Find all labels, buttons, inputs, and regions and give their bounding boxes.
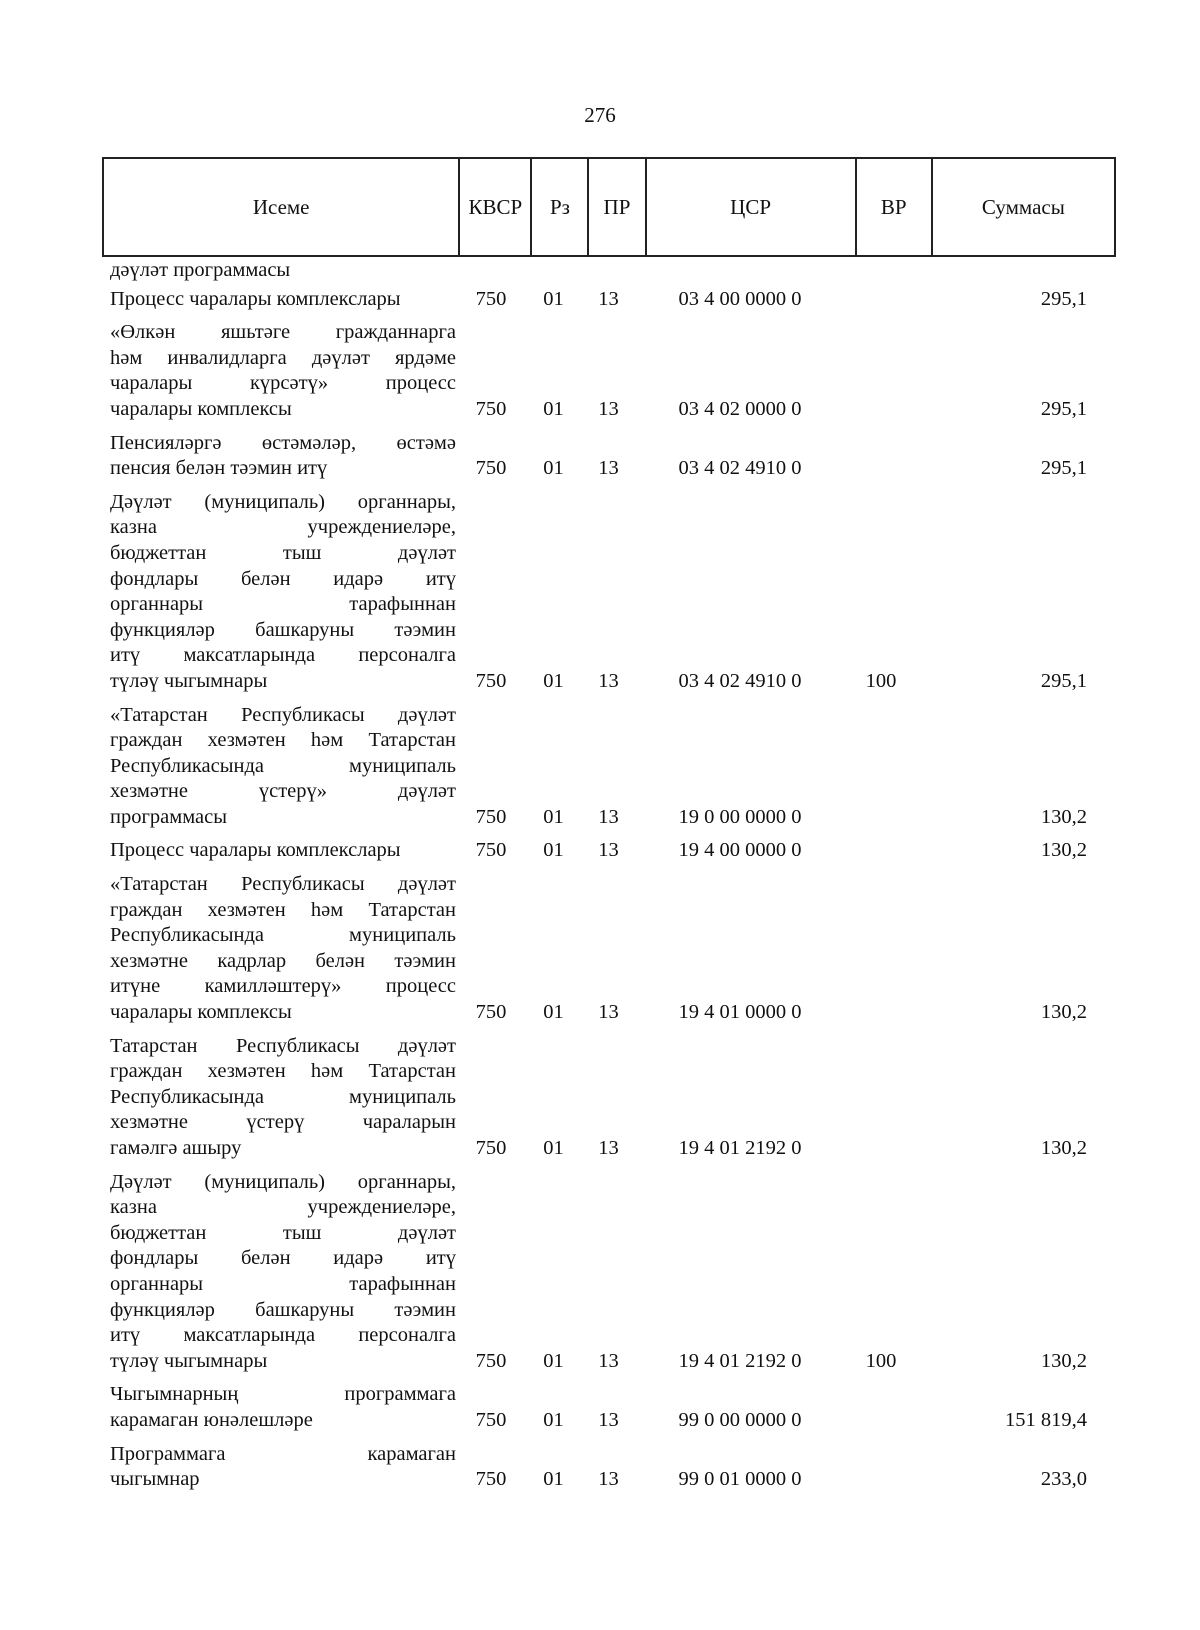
row-name-line: итүне камилләштерү» процесс — [110, 975, 456, 998]
row-pr: 13 — [598, 397, 619, 420]
row-name-line: органнары тарафыннан — [110, 1272, 456, 1295]
header-rz: Рз — [531, 158, 588, 256]
row-name — [102, 872, 456, 1026]
row-kvsr: 750 — [475, 287, 507, 310]
row-rz: 01 — [543, 457, 564, 480]
row-csr: 19 4 01 0000 0 — [678, 1001, 802, 1024]
row-kvsr: 750 — [475, 1349, 507, 1372]
row-csr: 99 0 01 0000 0 — [678, 1468, 802, 1491]
row-pr: 13 — [598, 839, 619, 862]
row-sum: 130,2 — [1040, 1001, 1087, 1024]
row-name-line: фондлары белән идарә итү — [110, 1247, 456, 1270]
header-pr: ПР — [588, 158, 645, 256]
row-name — [102, 1170, 456, 1375]
row-kvsr: 750 — [475, 1408, 507, 1431]
row-name-line: Процесс чаралары комплекслары — [110, 287, 401, 310]
row-pr: 13 — [598, 1408, 619, 1431]
header-sum: Суммасы — [932, 158, 1115, 256]
page-number: 276 — [584, 103, 616, 127]
row-rz: 01 — [543, 1349, 564, 1372]
row-sum: 130,2 — [1040, 1349, 1087, 1372]
table-row — [102, 838, 1116, 864]
row-rz: 01 — [543, 287, 564, 310]
row-name-line: граждан хезмәтен һәм Татарстан — [110, 729, 456, 752]
row-name-line: түләү чыгымнары — [110, 1349, 268, 1372]
header-name: Исеме — [103, 158, 459, 256]
row-rz: 01 — [543, 805, 564, 828]
row-name-line: хезмәтне үстерү чараларын — [110, 1111, 456, 1134]
header-csr: ЦСР — [646, 158, 856, 256]
row-csr: 19 4 00 0000 0 — [678, 839, 802, 862]
row-name-line: итү максатларында персоналга — [110, 1324, 456, 1347]
row-name-line: гамәлгә ашыру — [110, 1137, 242, 1159]
row-name-line: граждан хезмәтен һәм Татарстан — [110, 1060, 456, 1083]
row-name-line: «Татарстан Республикасы дәүләт — [110, 873, 456, 896]
header-kvsr: КВСР — [459, 158, 531, 256]
row-name-line: граждан хезмәтен һәм Татарстан — [110, 898, 456, 921]
row-name-line: чаралары комплексы — [110, 1001, 292, 1024]
row-name-line: фондлары белән идарә итү — [110, 567, 456, 590]
row-name — [102, 1382, 456, 1433]
row-rz: 01 — [543, 397, 564, 420]
row-kvsr: 750 — [475, 669, 507, 692]
table-row — [102, 320, 1116, 422]
row-kvsr: 750 — [475, 1468, 507, 1491]
row-sum: 130,2 — [1040, 805, 1087, 828]
table-row — [102, 287, 1116, 313]
row-csr: 19 4 01 2192 0 — [678, 1349, 802, 1372]
row-name-line: Республикасында муниципаль — [110, 1085, 456, 1108]
row-kvsr: 750 — [475, 839, 507, 862]
row-pr: 13 — [598, 1137, 619, 1159]
row-sum: 130,2 — [1040, 1137, 1087, 1159]
row-sum: 295,1 — [1040, 669, 1087, 692]
row-name-line: хезмәтне кадрлар белән тәэмин — [110, 949, 456, 972]
row-name-line: Дәүләт (муниципаль) органнары, — [110, 490, 456, 513]
row-csr: 03 4 02 0000 0 — [678, 397, 802, 420]
table-row — [102, 1382, 1116, 1433]
row-name — [102, 258, 456, 284]
budget-table-body — [102, 258, 1116, 1501]
row-name-line: органнары тарафыннан — [110, 593, 456, 616]
row-name — [102, 490, 456, 695]
row-name — [102, 703, 456, 831]
row-kvsr: 750 — [475, 457, 507, 480]
row-csr: 19 0 00 0000 0 — [678, 805, 802, 828]
row-name — [102, 1034, 456, 1162]
row-pr: 13 — [598, 457, 619, 480]
row-name-line: Республикасында муниципаль — [110, 754, 456, 777]
row-sum: 295,1 — [1040, 287, 1087, 310]
table-row — [102, 258, 1116, 284]
row-pr: 13 — [598, 1349, 619, 1372]
row-name-line: Пенсияләргә өстәмәләр, өстәмә — [110, 431, 456, 454]
table-row — [102, 1034, 1116, 1162]
row-rz: 01 — [543, 1408, 564, 1431]
table-row — [102, 1170, 1116, 1375]
row-name-line: Татарстан Республикасы дәүләт — [110, 1034, 456, 1057]
row-kvsr: 750 — [475, 1001, 507, 1024]
row-name-line: пенсия белән тәэмин итү — [110, 457, 328, 480]
row-rz: 01 — [543, 1137, 564, 1159]
table-row — [102, 431, 1116, 482]
row-sum: 130,2 — [1040, 839, 1087, 862]
row-name — [102, 838, 456, 864]
row-name — [102, 431, 456, 482]
row-name-line: Программага карамаган — [110, 1442, 456, 1465]
row-rz: 01 — [543, 1468, 564, 1491]
row-sum: 295,1 — [1040, 457, 1087, 480]
row-name-line: казна учреждениеләре, — [110, 516, 456, 539]
row-name-line: функцияләр башкаруны тәэмин — [110, 618, 456, 641]
row-name — [102, 320, 456, 422]
row-name-line: Республикасында муниципаль — [110, 924, 456, 947]
row-csr: 03 4 00 0000 0 — [678, 287, 802, 310]
header-vr: ВР — [856, 158, 932, 256]
row-name-line: хезмәтне үстерү» дәүләт — [110, 780, 456, 803]
row-name-line: бюджеттан тыш дәүләт — [110, 1221, 456, 1244]
row-pr: 13 — [598, 1001, 619, 1024]
row-vr: 100 — [865, 1349, 897, 1372]
row-csr: 03 4 02 4910 0 — [678, 457, 802, 480]
row-sum: 151 819,4 — [1005, 1408, 1087, 1431]
row-pr: 13 — [598, 1468, 619, 1491]
row-name-line: чаралары комплексы — [110, 397, 292, 420]
row-rz: 01 — [543, 669, 564, 692]
table-row — [102, 872, 1116, 1026]
row-kvsr: 750 — [475, 1137, 507, 1159]
row-rz: 01 — [543, 839, 564, 862]
table-header — [102, 157, 1116, 257]
table-row — [102, 490, 1116, 695]
row-rz: 01 — [543, 1001, 564, 1024]
row-name-line: «Өлкән яшьтәге гражданнарга — [110, 321, 456, 344]
row-sum: 233,0 — [1040, 1468, 1087, 1491]
row-name-line: һәм инвалидларга дәүләт ярдәме — [110, 346, 456, 369]
row-pr: 13 — [598, 669, 619, 692]
row-vr: 100 — [865, 669, 897, 692]
row-csr: 03 4 02 4910 0 — [678, 669, 802, 692]
row-pr: 13 — [598, 805, 619, 828]
row-name-line: түләү чыгымнары — [110, 669, 268, 692]
row-name-line: Дәүләт (муниципаль) органнары, — [110, 1170, 456, 1193]
row-name-line: функцияләр башкаруны тәэмин — [110, 1298, 456, 1321]
row-name-line: казна учреждениеләре, — [110, 1196, 456, 1219]
row-name-line: карамаган юнәлешләре — [110, 1408, 313, 1431]
row-csr: 99 0 00 0000 0 — [678, 1408, 802, 1431]
row-name-line: Чыгымнарның программага — [110, 1383, 456, 1406]
row-name-line: Процесс чаралары комплекслары — [110, 839, 401, 862]
row-kvsr: 750 — [475, 805, 507, 828]
row-name-line: бюджеттан тыш дәүләт — [110, 541, 456, 564]
row-sum: 295,1 — [1040, 397, 1087, 420]
row-name — [102, 287, 456, 313]
row-csr: 19 4 01 2192 0 — [678, 1137, 802, 1159]
row-name-line: программасы — [110, 805, 228, 828]
row-name — [102, 1442, 456, 1493]
row-name-line: дәүләт программасы — [110, 259, 291, 281]
row-kvsr: 750 — [475, 397, 507, 420]
row-name-line: итү максатларында персоналга — [110, 644, 456, 667]
row-pr: 13 — [598, 287, 619, 310]
table-row — [102, 703, 1116, 831]
row-name-line: «Татарстан Республикасы дәүләт — [110, 703, 456, 726]
row-name-line: чыгымнар — [110, 1468, 200, 1491]
table-row — [102, 1442, 1116, 1493]
row-name-line: чаралары күрсәтү» процесс — [110, 372, 456, 395]
